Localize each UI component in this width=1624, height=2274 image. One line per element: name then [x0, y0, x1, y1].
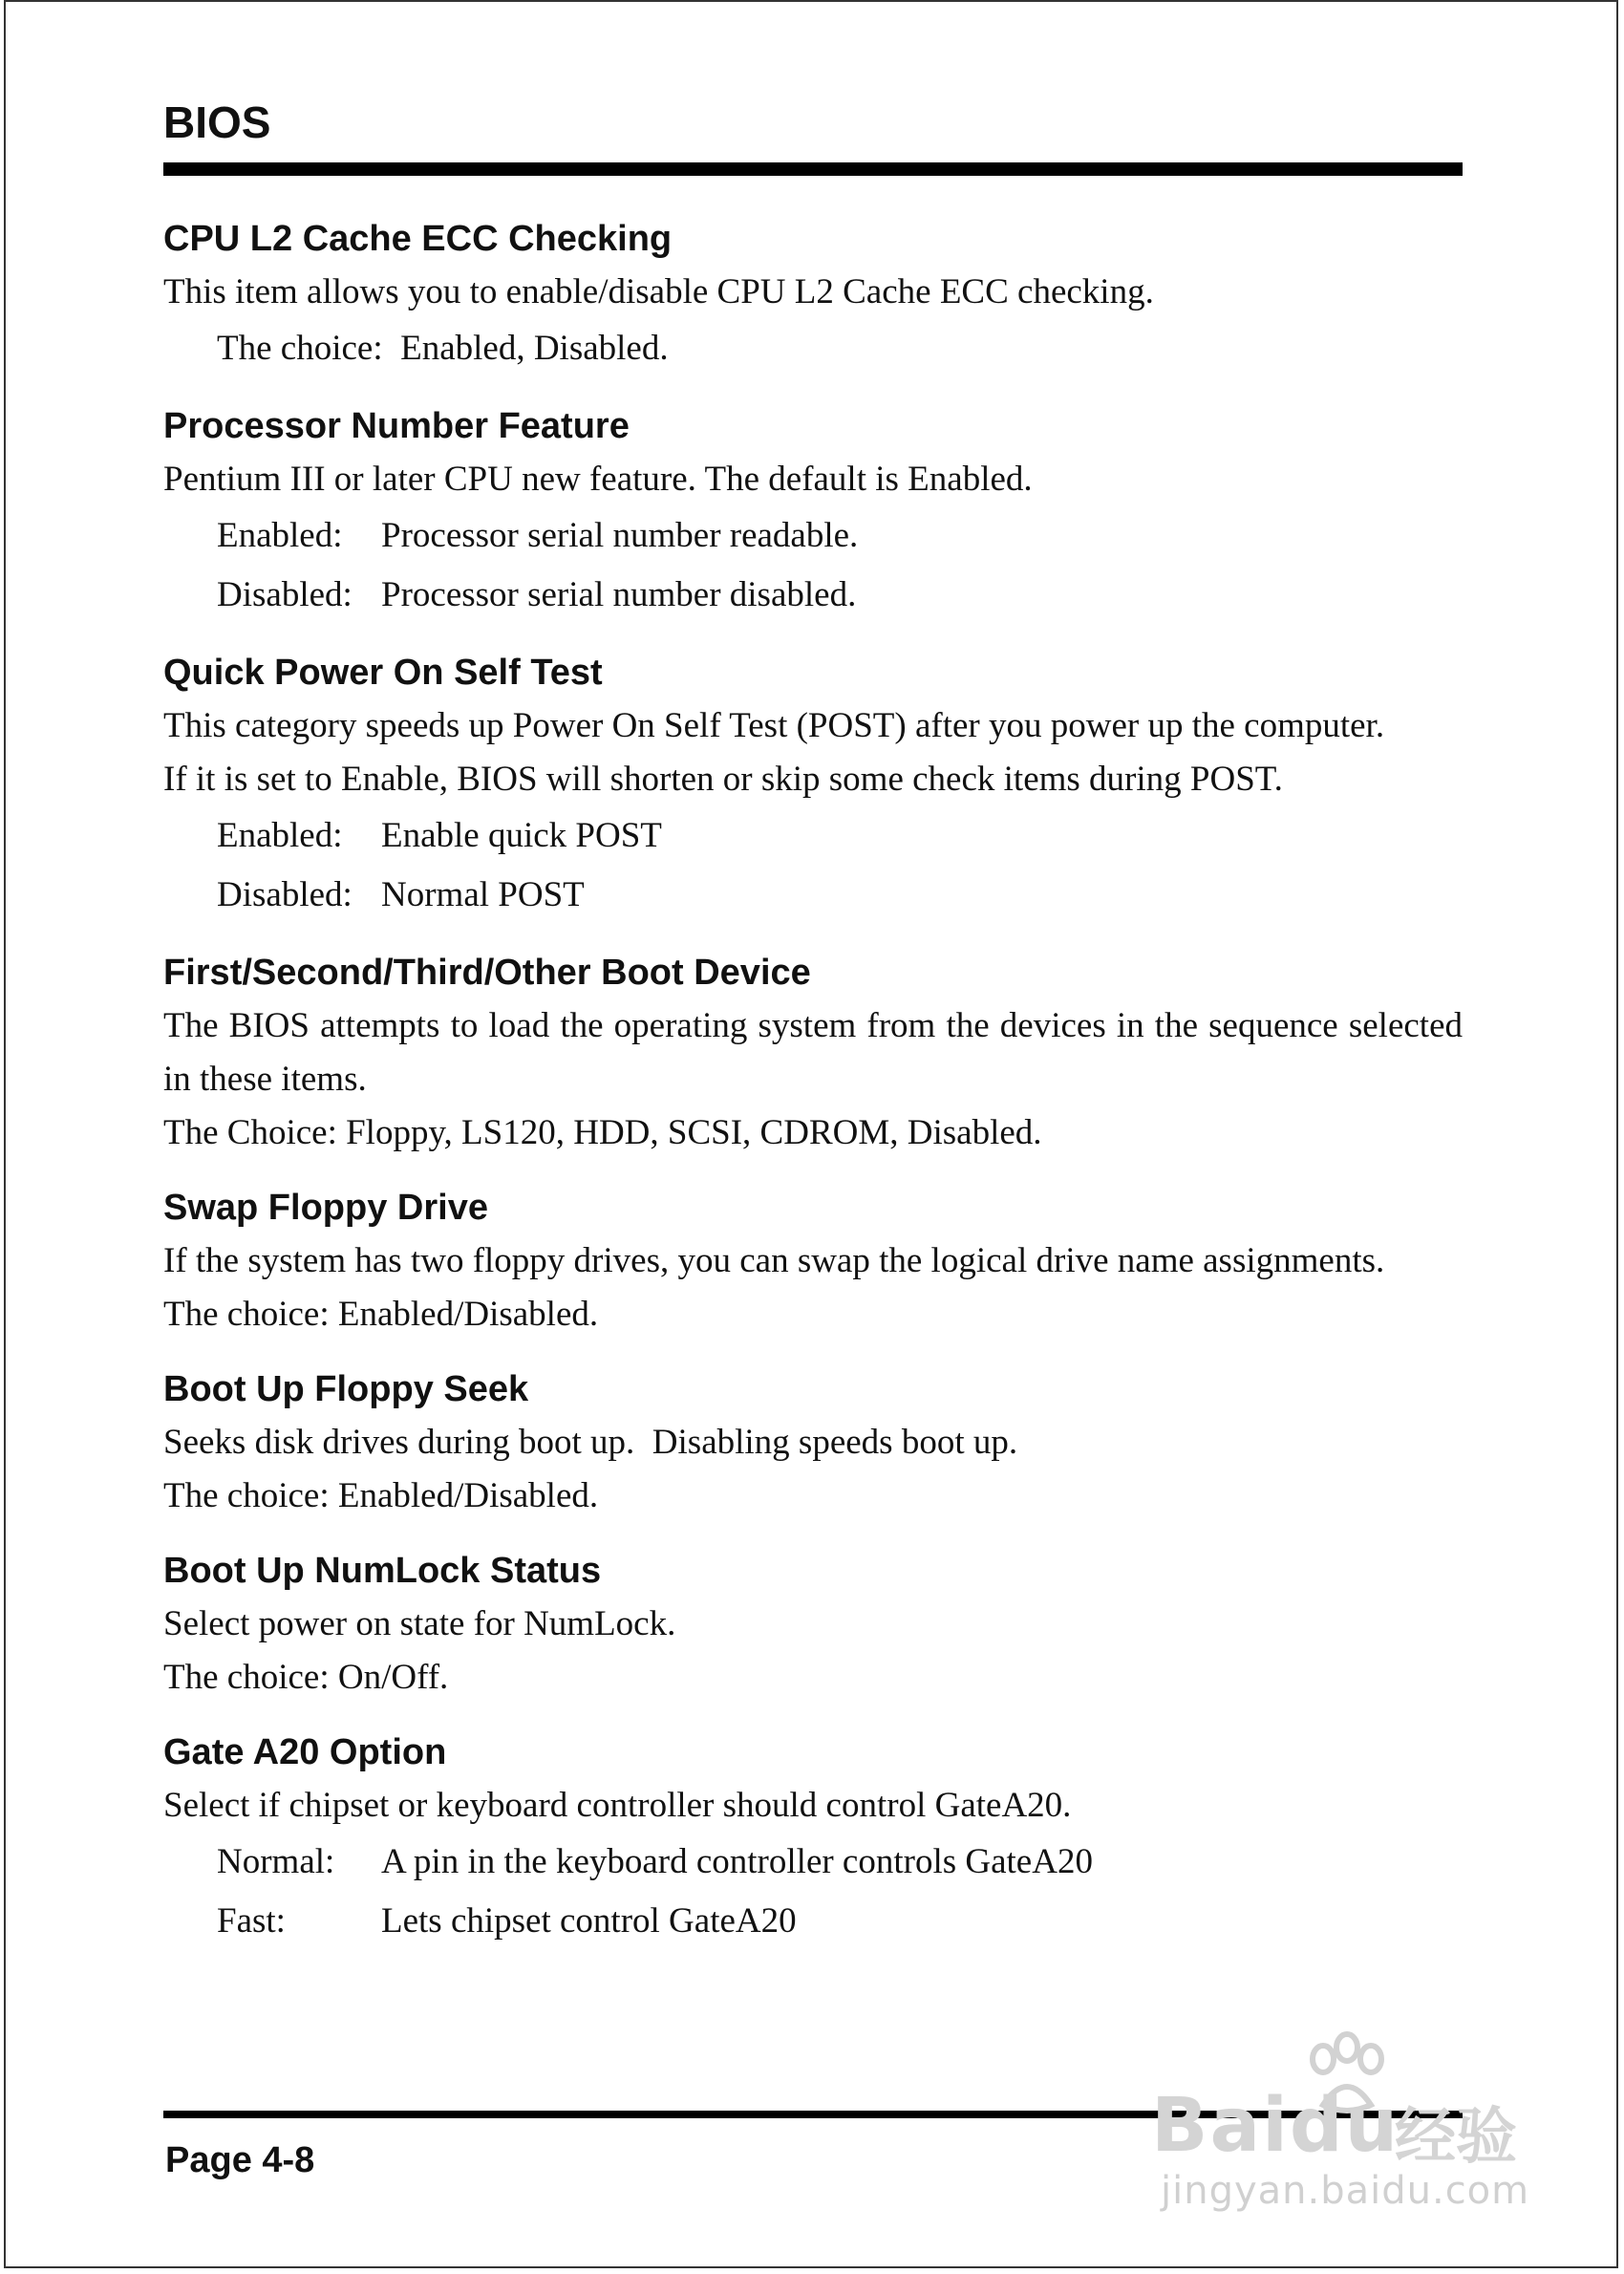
section-description: This category speeds up Power On Self Test (POST) after you power up the computer. — [163, 706, 1385, 745]
option-row — [217, 566, 1463, 625]
page-header-title: BIOS — [163, 97, 271, 147]
section-gate-a20 — [163, 1726, 1463, 1951]
option-text: The choice: Enabled, Disabled. — [217, 329, 669, 368]
section-choice: The Choice: Floppy, LS120, HDD, SCSI, CDROM, Disabled. — [163, 1113, 1042, 1152]
option-key: Disabled: — [217, 875, 353, 914]
page-number: Page 4-8 — [165, 2140, 315, 2180]
option-value: Processor serial number disabled. — [381, 575, 857, 614]
section-description: Pentium III or later CPU new feature. The default is Enabled. — [163, 460, 1033, 499]
header-rule — [163, 162, 1463, 176]
section-cpu-l2-cache-ecc — [163, 212, 1463, 378]
option-key: Enabled: — [217, 816, 343, 855]
option-value: Lets chipset control GateA20 — [381, 1901, 797, 1941]
option-row — [217, 866, 1463, 925]
section-title: Gate A20 Option — [163, 1732, 447, 1772]
section-title: Swap Floppy Drive — [163, 1188, 488, 1228]
section-description: Select power on state for NumLock. — [163, 1604, 676, 1643]
option-row — [217, 806, 1463, 866]
section-title: Quick Power On Self Test — [163, 653, 603, 693]
section-title: Processor Number Feature — [163, 406, 630, 446]
section-quick-post — [163, 646, 1463, 925]
option-value: A pin in the keyboard controller controls GateA20 — [381, 1842, 1093, 1881]
option-line — [217, 319, 1463, 378]
section-title: CPU L2 Cache ECC Checking — [163, 219, 673, 259]
section-title: Boot Up NumLock Status — [163, 1551, 602, 1591]
section-floppy-seek — [163, 1362, 1463, 1523]
section-swap-floppy — [163, 1181, 1463, 1341]
document-body — [163, 212, 1463, 1951]
option-key: Fast: — [217, 1901, 286, 1941]
section-title: Boot Up Floppy Seek — [163, 1369, 529, 1409]
option-row — [217, 1833, 1463, 1892]
section-description: If the system has two floppy drives, you can swap the logical drive name assignments. — [163, 1241, 1385, 1280]
option-value: Processor serial number readable. — [381, 516, 859, 555]
option-key: Enabled: — [217, 516, 343, 555]
option-row — [217, 506, 1463, 566]
section-description: The BIOS attempts to load the operating system from the devices in the sequence selected in these items. — [163, 1006, 1463, 1099]
section-choice: The choice: Enabled/Disabled. — [163, 1295, 599, 1334]
section-choice: The choice: Enabled/Disabled. — [163, 1476, 599, 1515]
section-choice: The choice: On/Off. — [163, 1658, 449, 1697]
option-key: Normal: — [217, 1842, 335, 1881]
section-boot-device — [163, 946, 1463, 1160]
section-processor-number — [163, 399, 1463, 625]
option-value: Normal POST — [381, 875, 585, 914]
section-description: If it is set to Enable, BIOS will shorten or skip some check items during POST. — [163, 760, 1283, 799]
section-description: Seeks disk drives during boot up. Disabling speeds boot up. — [163, 1423, 1018, 1462]
option-value: Enable quick POST — [381, 816, 662, 855]
option-row — [217, 1892, 1463, 1951]
section-description: This item allows you to enable/disable CPU L2 Cache ECC checking. — [163, 272, 1154, 311]
baidu-watermark — [1151, 2030, 1543, 2212]
watermark-cn: 经验 — [1395, 2102, 1517, 2173]
watermark-url: jingyan.baidu.com — [1161, 2169, 1530, 2213]
section-description: Select if chipset or keyboard controller should control GateA20. — [163, 1786, 1072, 1825]
option-key: Disabled: — [217, 575, 353, 614]
watermark-logo: Baidu — [1151, 2083, 1400, 2169]
section-title: First/Second/Third/Other Boot Device — [163, 953, 811, 993]
section-numlock — [163, 1544, 1463, 1705]
